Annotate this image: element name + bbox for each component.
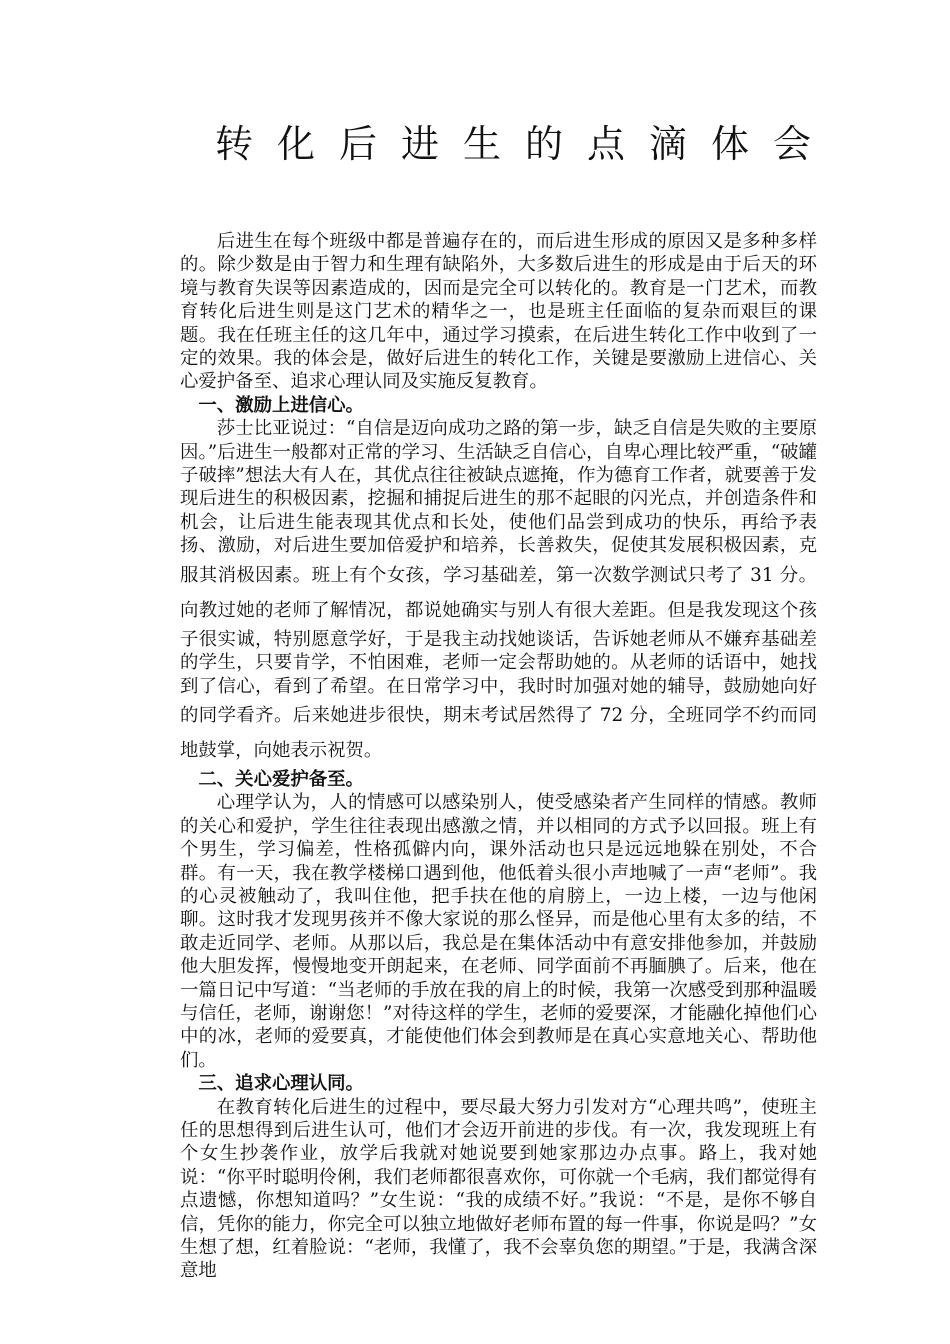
section-2-heading: 二、关心爱护备至。 bbox=[198, 768, 364, 790]
section-2-paragraph: 心理学认为，人的情感可以感染别人，使受感染者产生同样的情感。教师的关心和爱护，学生往往表现出感激之情，并以相同的方式予以回报。班上有个男生，学习偏差，性格孤僻内向，课外活动也只是远远地躲在别处，不合群。有一天，我在教学楼梯口遇到他，他低着头很小声地喊了一声“老师”。我的心灵被触动了，我叫住他，把手扶在他的肩膀上，一边上楼，一边与他闲聊。这时我才发现男孩并不像大家说的那么怪异，而是他心里有太多的结，不敢走近同学、老师。从那以后，我总是在集体活动中有意安排他参加，并鼓励他大胆发挥，慢慢地变开朗起来，在老师、同学面前不再腼腆了。后来，他在一篇日记中写道：“当老师的手放在我的肩上的时候，我第一次感受到那种温暖与信任，老师，谢谢您！”对待这样的学生，老师的爱要深，才能融化掉他们心中的冰，老师的爱要真，才能使他们体会到教师是在真心实意地关心、帮助他们。 bbox=[180, 792, 817, 1071]
section-1-heading: 一、激励上进信心。 bbox=[198, 394, 364, 416]
section-3-heading: 三、追求心理认同。 bbox=[198, 1073, 364, 1095]
section-1-paragraph bbox=[180, 417, 817, 768]
document-title: 转化后进生的点滴体会 bbox=[214, 122, 835, 166]
section-1-text-d: 她进步很快，期末考试居然得了 72 分，全班同学不约而同地鼓掌，向她表示祝贺。 bbox=[180, 704, 817, 761]
section-3-paragraph: 在教育转化后进生的过程中，要尽最大努力引发对方“心理共鸣”，使班主任的思想得到后进生认可，他们才会迈开前进的步伐。有一次，我发现班上有个女生抄袭作业，放学后我就对她说要到她家那边办点事。路上，我对她说：“你平时聪明伶俐，我们老师都很喜欢你，可你就一个毛病，我们都觉得有点遗憾，你想知道吗？”女生说：“我的成绩不好。”我说：“不是，是你不够自信，凭你的能力，你完全可以独立地做好老师布置的每一件事，你说是吗？”女生想了想，红着脸说：“老师，我懂了，我不会辜负您的期望。”于是，我满含深意地 bbox=[180, 1096, 817, 1282]
intro-paragraph: 后进生在每个班级中都是普遍存在的，而后进生形成的原因又是多种多样的。除少数是由于智力和生理有缺陷外，大多数后进生的形成是由于后天的环境与教育失误等因素造成的，因而是完全可以转化的。教育是一门艺术，而教育转化后进生则是这门艺术的精华之一，也是班主任面临的复杂而艰巨的课题。我在任班主任的这几年中，通过学习摸索，在后进生转化工作中收到了一定的效果。我的体会是，做好后进生的转化工作，关键是要激励上进信心、关心爱护备至、追求心理认同及实施反复教育。 bbox=[180, 231, 817, 393]
section-1-text-b: 极因素。班上有个女孩，学习基础差，第一次数学测试只考了 31 分。向教过她的老师了解情况，都说她确实与别人有很大差距。 bbox=[180, 564, 817, 621]
section-1-text-a: 莎士比亚说过：“自信是迈向成功之路的第一步，缺乏自信是失败的主要原因。”后进生一般都对正常的学习、生活缺乏自信心，自卑心理比较严重，“破罐子破摔”想法大有人在，其优点往往被缺点遮掩，作为德育工作者，就要善于发现后进生的积极因素，挖掘和捕捉后进生的那不起眼的闪光点，并创造条件和机会，让后进生能表现其优点和长处，使他们品尝到成功的快乐，再给予表扬、激励，对后进生要加倍爱护和培养，长善救失，促使其发展积极因素，克服其消 bbox=[180, 418, 817, 586]
document-body bbox=[180, 230, 817, 1283]
section-1-text-c: 但是我发现这个孩子很实诚，特别愿意学好，于是我主动找她谈话，告诉她老师从不嫌弃基础差的学生，只要肯学，不怕困难，老师一定会帮助她的。从老师的话语中，她找到了信心，看到了希望。在日常学习中，我时时加强对她的辅导，鼓励她向好的同学看齐。后来 bbox=[180, 599, 817, 726]
